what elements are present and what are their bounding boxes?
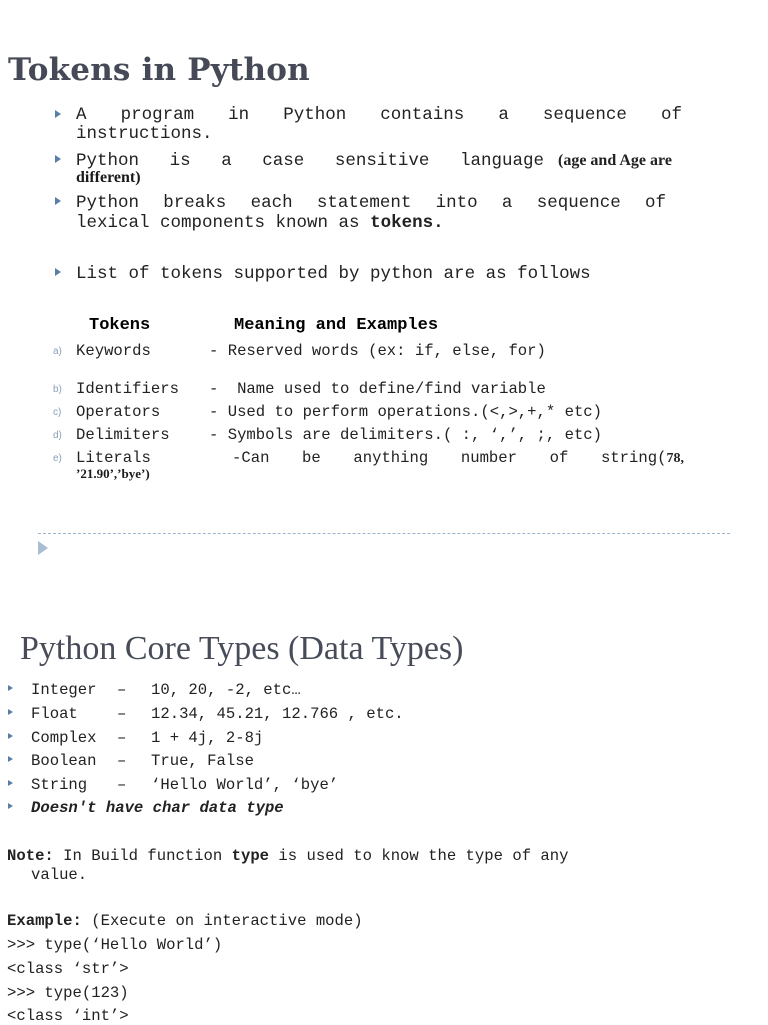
plain-text: (Execute on interactive mode) xyxy=(81,912,363,930)
bullet-marker-icon xyxy=(8,709,13,715)
note-label: Note: xyxy=(7,847,54,865)
word: contains xyxy=(380,105,465,125)
token-desc: - Used to perform operations.(<,>,+,* etc) xyxy=(209,403,603,421)
token-name: Operators xyxy=(76,403,161,421)
bold-term: tokens. xyxy=(370,213,444,233)
type-value: 10, 20, -2, etc… xyxy=(151,681,301,699)
bullet-text-line xyxy=(76,214,444,233)
word: case xyxy=(262,151,305,171)
word: language xyxy=(459,151,544,171)
token-name: Identifiers xyxy=(76,380,179,398)
plain-text: is used to know the type of any xyxy=(269,847,569,865)
code-line: <class ‘str’> xyxy=(7,960,129,978)
word: -Can xyxy=(232,449,270,467)
word: program xyxy=(120,105,195,125)
type-sep: – xyxy=(117,729,127,747)
bullet-serif-note: (age and Age are xyxy=(558,152,672,169)
word: sensitive xyxy=(334,151,430,171)
bold-term: type xyxy=(231,847,270,865)
word: A xyxy=(76,105,87,125)
word: a xyxy=(498,105,509,125)
type-sep: – xyxy=(117,681,127,699)
word: string( xyxy=(600,449,667,467)
bullet-serif-note: different) xyxy=(76,169,141,186)
word: Python xyxy=(283,105,347,125)
type-name: Float xyxy=(31,705,78,723)
token-desc: - Symbols are delimiters.( :, ‘,’, ;, etc) xyxy=(209,426,603,444)
slide-title: Tokens in Python xyxy=(8,52,310,88)
code-line: >>> type(123) xyxy=(7,984,129,1002)
bullet-marker-icon xyxy=(8,733,13,739)
token-name: Keywords xyxy=(76,342,151,360)
bullet-marker-icon xyxy=(55,268,61,276)
no-char-note: Doesn't have char data type xyxy=(31,799,284,817)
word: of xyxy=(644,193,666,213)
word: Python xyxy=(76,193,140,213)
word: sequence xyxy=(536,193,621,213)
word: of xyxy=(549,449,569,467)
type-sep: – xyxy=(117,752,127,770)
word: number xyxy=(460,449,518,467)
bullet-text-line: List of tokens supported by python are as follows xyxy=(76,264,591,284)
type-value: 1 + 4j, 2-8j xyxy=(151,729,264,747)
code-line: >>> type(‘Hello World’) xyxy=(7,936,223,954)
list-marker: e) xyxy=(53,453,62,464)
table-header-meaning: Meaning and Examples xyxy=(234,316,439,335)
token-name: Literals xyxy=(76,449,151,467)
example-line xyxy=(7,912,363,930)
token-desc: - Name used to define/find variable xyxy=(209,380,546,398)
type-sep: – xyxy=(117,705,127,723)
word: is xyxy=(169,151,191,171)
list-marker: d) xyxy=(53,430,62,441)
token-desc: - Reserved words (ex: if, else, for) xyxy=(209,342,546,360)
bullet-marker-icon xyxy=(8,685,13,691)
word: a xyxy=(221,151,232,171)
plain-text: In Build function xyxy=(53,847,232,865)
bullet-marker-icon xyxy=(8,780,13,786)
slide-divider xyxy=(38,533,730,534)
type-name: Complex xyxy=(31,729,97,747)
bullet-marker-icon xyxy=(8,756,13,762)
bullet-marker-icon xyxy=(55,155,61,163)
bullet-marker-icon xyxy=(8,803,13,809)
bullet-text-line: instructions. xyxy=(76,124,213,144)
word: Python xyxy=(76,151,140,171)
type-name: Boolean xyxy=(31,752,97,770)
bullet-marker-icon xyxy=(55,197,61,205)
list-marker: c) xyxy=(53,407,62,418)
list-marker: a) xyxy=(53,346,62,357)
bullet-text-line xyxy=(76,194,666,213)
bullet-marker-icon xyxy=(55,110,61,118)
type-value: 12.34, 45.21, 12.766 , etc. xyxy=(151,705,404,723)
slide-title: Python Core Types (Data Types) xyxy=(20,630,464,667)
literal-examples: ’21.90’,’bye’) xyxy=(76,466,150,481)
bold-literal: 78, xyxy=(666,451,684,466)
bullet-mono-segment xyxy=(76,152,544,171)
list-marker: b) xyxy=(53,384,62,395)
word: breaks xyxy=(163,193,227,213)
word: of xyxy=(660,105,682,125)
note-line: value. xyxy=(31,866,88,884)
token-desc xyxy=(232,449,684,467)
word: statement xyxy=(316,193,412,213)
word: each xyxy=(250,193,293,213)
word: into xyxy=(435,193,478,213)
example-label: Example: xyxy=(7,912,82,930)
word: in xyxy=(228,105,250,125)
word: sequence xyxy=(542,105,627,125)
note-line xyxy=(7,847,569,865)
play-icon[interactable] xyxy=(38,541,48,555)
type-name: Integer xyxy=(31,681,97,699)
word: anything xyxy=(353,449,429,467)
code-line: <class ‘int’> xyxy=(7,1007,129,1025)
type-value: ‘Hello World’, ‘bye’ xyxy=(151,776,339,794)
plain-text: lexical components known as xyxy=(76,213,371,233)
type-value: True, False xyxy=(151,752,254,770)
type-sep: – xyxy=(117,776,127,794)
table-header-tokens: Tokens xyxy=(89,316,151,335)
token-name: Delimiters xyxy=(76,426,170,444)
word: be xyxy=(302,449,321,467)
bullet-text-line xyxy=(76,151,686,171)
bullet-text-line xyxy=(76,106,682,125)
word: a xyxy=(501,193,513,213)
type-name: String xyxy=(31,776,88,794)
